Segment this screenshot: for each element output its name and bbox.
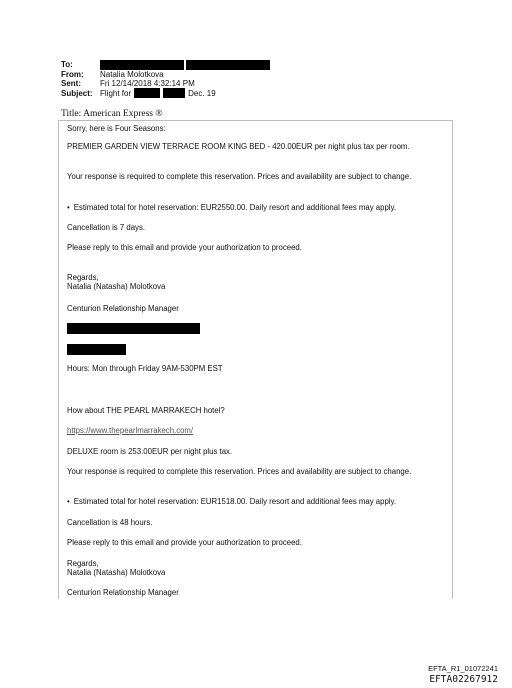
paragraph: Please reply to this email and provide your authorization to proceed. — [67, 243, 302, 252]
signature-regards: Regards, — [67, 273, 99, 282]
title-line: Title: American Express ® — [61, 109, 163, 119]
redaction-block — [134, 88, 160, 98]
to-row — [61, 60, 270, 70]
redaction-block — [67, 344, 126, 355]
paragraph: Your response is required to complete this reservation. Prices and availability are subject to change. — [67, 172, 412, 181]
paragraph: Your response is required to complete this reservation. Prices and availability are subject to change. — [67, 467, 412, 476]
signature-regards: Regards, — [67, 559, 99, 568]
redaction-block — [186, 60, 270, 70]
sent-value: Fri 12/14/2018 4:32:14 PM — [100, 79, 195, 88]
bullet-item: • Estimated total for hotel reservation: EUR2550.00. Daily resort and additional fees may apply. — [67, 203, 437, 213]
paragraph: DELUXE room is 253.00EUR per night plus tax. — [67, 447, 233, 456]
paragraph: PREMIER GARDEN VIEW TERRACE ROOM KING BED - 420.00EUR per night plus tax per room. — [67, 142, 410, 151]
bates-number-secondary: EFTA02267912 — [429, 674, 498, 685]
hotel-link[interactable]: https://www.thepearlmarrakech.com/ — [67, 426, 194, 435]
paragraph: Sorry, here is Four Seasons: — [67, 124, 166, 133]
signature-title: Centurion Relationship Manager — [67, 304, 179, 313]
paragraph: Hours: Mon through Friday 9AM-530PM EST — [67, 364, 223, 373]
subject-label: Subject: — [61, 88, 93, 98]
paragraph: How about THE PEARL MARRAKECH hotel? — [67, 406, 225, 415]
paragraph: Please reply to this email and provide your authorization to proceed. — [67, 538, 302, 547]
signature-title: Centurion Relationship Manager — [67, 588, 179, 597]
signature-name: Natalia (Natasha) Molotkova — [67, 282, 166, 291]
paragraph: Cancellation is 48 hours. — [67, 518, 153, 527]
bullet-item: • Estimated total for hotel reservation: EUR1518.00. Daily resort and additional fees may apply. — [67, 497, 437, 507]
email-header — [61, 60, 270, 98]
from-value: Natalia Molotkova — [100, 69, 164, 79]
redaction-block — [163, 88, 185, 98]
paragraph: Cancellation is 7 days. — [67, 223, 146, 232]
sent-label: Sent: — [61, 79, 81, 88]
signature-name: Natalia (Natasha) Molotkova — [67, 568, 166, 577]
to-label: To: — [61, 60, 73, 69]
subject-suffix: Dec. 19 — [188, 88, 216, 98]
from-row — [61, 70, 270, 80]
sent-row — [61, 79, 270, 89]
subject-row — [61, 89, 270, 99]
bates-number-primary: EFTA_R1_01072241 — [428, 664, 498, 673]
redaction-block — [67, 323, 200, 334]
subject-prefix: Flight for — [100, 88, 132, 98]
redaction-block — [100, 60, 184, 70]
from-label: From: — [61, 69, 84, 79]
